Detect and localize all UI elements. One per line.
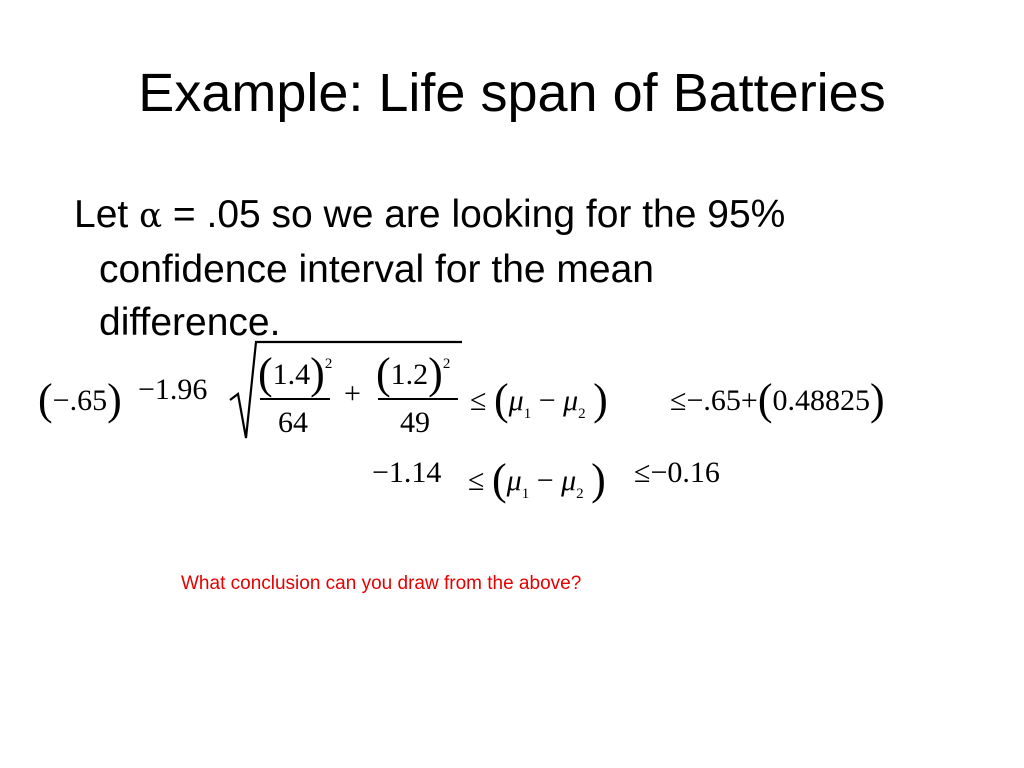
fraction-bar-2: [378, 398, 458, 400]
critical-value: −1.96: [138, 373, 208, 406]
confidence-interval-equation: [38, 340, 978, 450]
fraction-bar-1: [260, 398, 330, 400]
bullet-line2: confidence interval for the mean: [99, 248, 654, 291]
bullet-line3: difference.: [99, 301, 281, 344]
denominator-2: 49: [400, 406, 430, 439]
numerator-2: $(1.2)^2$: [376, 349, 451, 398]
mean-difference: ≤ ($\mu_1 - \mu_2$ ): [470, 375, 608, 424]
mean-difference-2: ≤ ($\mu_1 - \mu_2$ ): [468, 455, 606, 504]
bullet-text: [74, 188, 954, 349]
plus-sign: +: [344, 377, 361, 410]
bullet-line1-suffix: = .05 so we are looking for the 95%: [162, 193, 786, 236]
upper-bound-expression: ≤−.65+(0.48825): [670, 375, 885, 424]
slide-title: Example: Life span of Batteries: [138, 63, 886, 123]
upper-bound: ≤−0.16: [634, 456, 720, 489]
conclusion-question: What conclusion can you draw from the above?: [181, 573, 582, 594]
alpha-symbol: α: [139, 196, 163, 236]
left-group: (−.65): [38, 375, 122, 424]
numerator-1: $(1.4)^2$: [258, 349, 333, 398]
lower-bound: −1.14: [372, 456, 442, 489]
bullet-line1-prefix: Let: [74, 193, 140, 236]
interval-result-equation: [372, 450, 792, 510]
denominator-1: 64: [278, 406, 308, 439]
